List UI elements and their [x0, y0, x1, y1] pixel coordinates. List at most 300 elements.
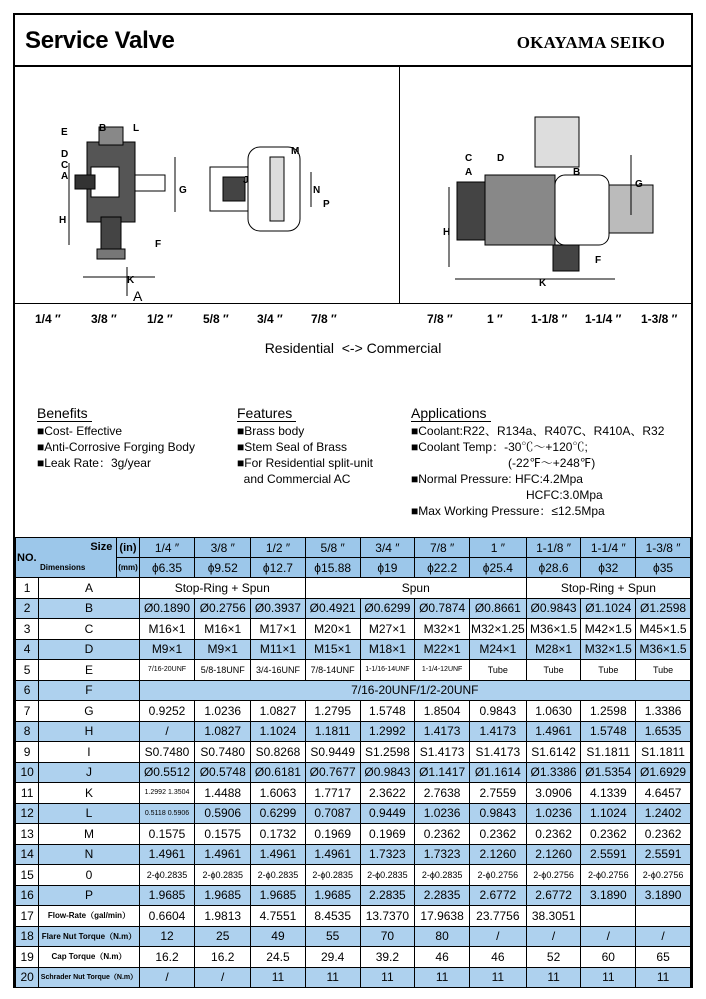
table-cell: 2.1260	[526, 844, 581, 865]
table-cell: Ø0.7677	[305, 762, 360, 783]
row-label: B	[39, 598, 139, 619]
table-cell: 3.1890	[636, 885, 691, 906]
table-cell: 1.2598	[581, 701, 636, 722]
label-l: L	[133, 123, 140, 134]
table-cell: 0.1575	[195, 824, 251, 845]
table-cell: 11	[360, 967, 415, 988]
benefit-item: ■Cost- Effective	[37, 424, 123, 438]
table-cell: S1.4173	[469, 742, 526, 763]
table-cell: ϕ19	[360, 558, 415, 578]
application-item: HCFC:3.0Mpa	[526, 488, 603, 502]
table-cell: S0.9449	[305, 742, 360, 763]
table-rows-b	[16, 701, 691, 988]
table-row	[16, 803, 691, 824]
benefit-item: ■Anti-Corrosive Forging Body	[37, 440, 195, 454]
table-cell: 52	[526, 947, 581, 968]
table-cell: 2.3622	[360, 783, 415, 804]
table-cell: 1-3/8 ″	[636, 538, 691, 558]
table-cell: 3/8 ″	[195, 538, 251, 558]
table-cell: 1-1/4 ″	[581, 538, 636, 558]
cell-value: 0.5118	[144, 809, 166, 817]
table-cell: S1.2598	[360, 742, 415, 763]
header-corner	[16, 538, 117, 578]
feature-item: ■Brass body	[237, 424, 305, 438]
size-label: 5/8 ″	[203, 312, 229, 326]
table-cell: Ø0.1890	[139, 598, 195, 619]
table-cell	[636, 906, 691, 927]
table-cell: Ø1.2598	[636, 598, 691, 619]
table-cell: 49	[251, 926, 306, 947]
table-cell: 1.2402	[636, 803, 691, 824]
features-section	[237, 405, 373, 487]
row-label: Schrader Nut Torque（N.m）	[39, 967, 139, 988]
table-cell: /	[469, 926, 526, 947]
table-cell: 1.1024	[581, 803, 636, 824]
table-cell: 2.1260	[469, 844, 526, 865]
label-g: G	[179, 185, 187, 196]
application-item: (-22℉～+248℉)	[508, 456, 596, 470]
size-label: 1/2 ″	[147, 312, 173, 326]
table-cell: 2-ϕ0.2835	[415, 865, 470, 886]
dimensions-heading: Dimensions	[40, 563, 86, 572]
cell-value: 1.2992	[144, 789, 166, 797]
table-cell: 0.9843	[469, 701, 526, 722]
table-cell: 1.9813	[195, 906, 251, 927]
table-cell: 2.7638	[415, 783, 470, 804]
table-cell: ϕ28.6	[526, 558, 581, 578]
table-cell: M9×1	[195, 639, 251, 660]
row-label: Cap Torque（N.m）	[39, 947, 139, 968]
table-cell: 5/8 ″	[305, 538, 360, 558]
application-item: ■Normal Pressure: HFC:4.2Mpa	[411, 472, 583, 486]
table-cell: M15×1	[305, 639, 360, 660]
table-cell: 3.1890	[581, 885, 636, 906]
row-number: 11	[16, 783, 39, 804]
table-cell: 17.9638	[415, 906, 470, 927]
table-cell: 0.6604	[139, 906, 195, 927]
table-cell: S1.1811	[581, 742, 636, 763]
table-cell: 1.1024	[251, 721, 306, 742]
table-row	[16, 906, 691, 927]
table-cell: 0.6299	[251, 803, 306, 824]
benefit-item: ■Leak Rate：3g/year	[37, 456, 151, 470]
spec-table	[15, 537, 691, 988]
row-number: 16	[16, 885, 39, 906]
label-b-right: B	[573, 167, 581, 178]
size-label: 7/8 ″	[427, 312, 453, 326]
table-cell: M27×1	[360, 619, 415, 640]
table-cell: ϕ15.88	[305, 558, 360, 578]
applications-title: Applications	[411, 405, 491, 422]
table-cell: 65	[636, 947, 691, 968]
table-cell: 2-ϕ0.2756	[469, 865, 526, 886]
row-label: A	[39, 578, 139, 599]
range-caption: Residential <-> Commercial	[264, 340, 442, 356]
table-cell: 38.3051	[526, 906, 581, 927]
table-cell: 39.2	[360, 947, 415, 968]
table-cell: M28×1	[526, 639, 581, 660]
table-cell: 1 ″	[469, 538, 526, 558]
row-label: J	[39, 762, 139, 783]
cell-value: 0.5906	[167, 809, 190, 817]
table-cell: 5/8-18UNF	[195, 660, 251, 681]
table-cell: Ø0.4921	[305, 598, 360, 619]
table-cell: 0.7087	[305, 803, 360, 824]
table-cell: ϕ12.7	[251, 558, 306, 578]
table-cell: 2-ϕ0.2756	[581, 865, 636, 886]
label-k-right: K	[539, 278, 547, 289]
row-label: G	[39, 701, 139, 722]
inch-unit: (in)	[117, 538, 139, 558]
table-cell: 0.2362	[636, 824, 691, 845]
table-cell: M9×1	[139, 639, 195, 660]
row-number: 15	[16, 865, 39, 886]
table-cell: 1.7323	[415, 844, 470, 865]
table-cell: Tube	[526, 660, 581, 681]
table-cell: 29.4	[305, 947, 360, 968]
table-cell: 1.4173	[415, 721, 470, 742]
table-cell: ϕ22.2	[415, 558, 470, 578]
table-cell: 0.1969	[360, 824, 415, 845]
row-number: 18	[16, 926, 39, 947]
table-cell: /	[139, 967, 195, 988]
benefits-section	[37, 405, 195, 471]
row-number: 5	[16, 660, 39, 681]
table-row	[16, 967, 691, 988]
row-number: 9	[16, 742, 39, 763]
table-cell: 1.4488	[195, 783, 251, 804]
table-cell: M20×1	[305, 619, 360, 640]
table-cell: 1.9685	[251, 885, 306, 906]
size-label: 1-1/8 ″	[531, 312, 568, 326]
datasheet-page	[13, 13, 693, 988]
table-cell: 7/8-14UNF	[305, 660, 360, 681]
row-number: 8	[16, 721, 39, 742]
application-item: ■Max Working Pressure：≤12.5Mpa	[411, 504, 605, 518]
table-cell: 0.1969	[305, 824, 360, 845]
table-cell: 1.0827	[195, 721, 251, 742]
table-cell: 2.5591	[636, 844, 691, 865]
label-a: A	[61, 171, 69, 182]
table-cell: 1-1/16-14UNF	[360, 660, 415, 681]
table-cell: Stop-Ring + Spun	[139, 578, 305, 599]
label-k: K	[127, 275, 135, 286]
table-cell: 2-ϕ0.2835	[195, 865, 251, 886]
size-label: 1-1/4 ″	[585, 312, 622, 326]
table-cell: 2.7559	[469, 783, 526, 804]
table-cell: 1.0236	[415, 803, 470, 824]
row-label: H	[39, 721, 139, 742]
table-cell: 11	[581, 967, 636, 988]
table-cell: 25	[195, 926, 251, 947]
table-cell: 0.2362	[581, 824, 636, 845]
table-cell: Ø1.1024	[581, 598, 636, 619]
row-number: 20	[16, 967, 39, 988]
table-row	[16, 783, 691, 804]
row-number: 13	[16, 824, 39, 845]
table-cell: Ø0.8661	[469, 598, 526, 619]
table-cell: S0.7480	[195, 742, 251, 763]
row-number: 4	[16, 639, 39, 660]
table-cell: 1-1/8 ″	[526, 538, 581, 558]
table-cell: 0.2362	[526, 824, 581, 845]
table-cell: 1.2992	[360, 721, 415, 742]
features-title: Features	[237, 405, 296, 422]
page-title: Service Valve	[25, 27, 175, 54]
row-label: L	[39, 803, 139, 824]
table-cell: Ø0.2756	[195, 598, 251, 619]
label-f-right: F	[595, 255, 602, 266]
label-h-right: H	[443, 227, 451, 238]
row-number: 19	[16, 947, 39, 968]
commercial-valve-drawing	[449, 117, 653, 279]
table-row	[16, 926, 691, 947]
valve-drawings	[15, 67, 691, 303]
table-cell: M18×1	[360, 639, 415, 660]
table-cell: 1.7323	[360, 844, 415, 865]
table-cell: 1.3386	[636, 701, 691, 722]
row-number: 1	[16, 578, 39, 599]
row-number: 14	[16, 844, 39, 865]
table-cell: Ø0.9843	[526, 598, 581, 619]
label-m: M	[291, 146, 300, 157]
table-cell: 1.4961	[251, 844, 306, 865]
table-cell: 1.5748	[360, 701, 415, 722]
table-cell: Stop-Ring + Spun	[526, 578, 690, 599]
table-cell: ϕ9.52	[195, 558, 251, 578]
table-cell: 2.5591	[581, 844, 636, 865]
table-cell: Ø1.3386	[526, 762, 581, 783]
table-row	[16, 598, 691, 619]
table-cell: 1.6063	[251, 783, 306, 804]
row-number: 10	[16, 762, 39, 783]
table-cell: 3/4-16UNF	[251, 660, 306, 681]
drawing-divider	[399, 67, 400, 303]
row-label: N	[39, 844, 139, 865]
table-cell: 0.1732	[251, 824, 306, 845]
table-row	[16, 639, 691, 660]
table-cell: 46	[415, 947, 470, 968]
table-cell: 1/4 ″	[139, 538, 195, 558]
table-row	[16, 619, 691, 640]
header	[15, 15, 691, 67]
row-label: 0	[39, 865, 139, 886]
applications-section	[411, 405, 664, 519]
table-cell: 2.2835	[360, 885, 415, 906]
table-row	[16, 701, 691, 722]
feature-item: and Commercial AC	[237, 472, 351, 486]
table-row	[16, 947, 691, 968]
table-cell: 1.2795	[305, 701, 360, 722]
size-label: 1-3/8 ″	[641, 312, 678, 326]
table-cell: 23.7756	[469, 906, 526, 927]
table-cell: Ø0.9843	[360, 762, 415, 783]
row-label: P	[39, 885, 139, 906]
table-cell: /	[195, 967, 251, 988]
size-label: 3/4 ″	[257, 312, 283, 326]
drawing-bottom-rule	[15, 303, 691, 304]
table-cell: 60	[581, 947, 636, 968]
table-cell: 1.8504	[415, 701, 470, 722]
table-cell: 3/4 ″	[360, 538, 415, 558]
size-label: 7/8 ″	[311, 312, 337, 326]
size-label: 3/8 ″	[91, 312, 117, 326]
table-cell: Spun	[305, 578, 526, 599]
table-cell: M11×1	[251, 639, 306, 660]
table-cell: 24.5	[251, 947, 306, 968]
table-cell: M17×1	[251, 619, 306, 640]
label-p: P	[323, 199, 330, 210]
table-cell: M32×1	[415, 619, 470, 640]
table-cell: Tube	[581, 660, 636, 681]
table-cell: M36×1.5	[636, 639, 691, 660]
label-b: B	[99, 123, 107, 134]
label-e: E	[61, 127, 68, 138]
table-cell: /	[581, 926, 636, 947]
table-cell: 16.2	[195, 947, 251, 968]
table-cell: Ø1.6929	[636, 762, 691, 783]
table-cell: M42×1.5	[581, 619, 636, 640]
no-heading: NO.	[17, 552, 37, 564]
table-cell: 1.5748	[581, 721, 636, 742]
row-label: Flare Nut Torque（N.m）	[39, 926, 139, 947]
row-label: D	[39, 639, 139, 660]
benefits-title: Benefits	[37, 405, 92, 422]
table-cell: 1.4173	[469, 721, 526, 742]
table-cell: 2-ϕ0.2835	[305, 865, 360, 886]
table-cell: 4.7551	[251, 906, 306, 927]
table-cell: ϕ32	[581, 558, 636, 578]
table-cell: 12	[139, 926, 195, 947]
table-cell: 2-ϕ0.2756	[636, 865, 691, 886]
row-label: I	[39, 742, 139, 763]
table-cell: /	[636, 926, 691, 947]
residential-valve-drawing	[69, 127, 311, 296]
table-cell: 55	[305, 926, 360, 947]
table-cell: /	[139, 721, 195, 742]
label-d: D	[61, 149, 69, 160]
table-cell: 16.2	[139, 947, 195, 968]
row-number: 3	[16, 619, 39, 640]
table-cell: 11	[251, 967, 306, 988]
table-cell: Ø0.7874	[415, 598, 470, 619]
label-c-right: C	[465, 153, 473, 164]
table-row	[16, 762, 691, 783]
table-cell: Ø0.3937	[251, 598, 306, 619]
table-cell: S0.8268	[251, 742, 306, 763]
table-cell: ϕ25.4	[469, 558, 526, 578]
size-heading: Size	[90, 541, 113, 553]
table-cell: 1.4961	[526, 721, 581, 742]
label-g-right: G	[635, 179, 643, 190]
table-cell: 7/8 ″	[415, 538, 470, 558]
table-cell: 80	[415, 926, 470, 947]
size-label: 1/4 ″	[35, 312, 61, 326]
table-cell: M36×1.5	[526, 619, 581, 640]
table-cell: 1.0630	[526, 701, 581, 722]
table-cell: 0.9843	[469, 803, 526, 824]
label-a-right: A	[465, 167, 473, 178]
table-cell: S1.1811	[636, 742, 691, 763]
table-rows-a	[16, 598, 691, 680]
table-cell: 13.7370	[360, 906, 415, 927]
row-label: K	[39, 783, 139, 804]
row-number: 12	[16, 803, 39, 824]
table-cell: 7/16-20UNF	[139, 660, 195, 681]
table-row	[16, 844, 691, 865]
table-cell: S0.7480	[139, 742, 195, 763]
label-c: C	[61, 160, 69, 171]
table-cell: S1.4173	[415, 742, 470, 763]
table-cell: 70	[360, 926, 415, 947]
table-cell	[581, 906, 636, 927]
table-cell: 2-ϕ0.2835	[139, 865, 195, 886]
table-cell: M32×1.5	[581, 639, 636, 660]
table-cell: ϕ6.35	[139, 558, 195, 578]
table-cell: 11	[305, 967, 360, 988]
table-cell: 0.9449	[360, 803, 415, 824]
table-cell: Ø0.6299	[360, 598, 415, 619]
table-cell: 2.6772	[469, 885, 526, 906]
table-cell: 1.4961	[195, 844, 251, 865]
table-cell: ϕ35	[636, 558, 691, 578]
table-cell: Tube	[636, 660, 691, 681]
row-number: 2	[16, 598, 39, 619]
row-label: M	[39, 824, 139, 845]
table-cell: 1.0236	[526, 803, 581, 824]
table-cell: 1-1/4-12UNF	[415, 660, 470, 681]
table-cell: 0.5906	[195, 803, 251, 824]
table-cell: 11	[415, 967, 470, 988]
label-n: N	[313, 185, 321, 196]
table-cell	[139, 783, 195, 804]
table-cell: Ø0.5748	[195, 762, 251, 783]
table-cell: 1.9685	[305, 885, 360, 906]
table-cell: S1.6142	[526, 742, 581, 763]
table-cell: 11	[526, 967, 581, 988]
table-cell: 1/2 ″	[251, 538, 306, 558]
table-cell: 1.7717	[305, 783, 360, 804]
row-label: Flow-Rate（gal/min）	[39, 906, 139, 927]
table-cell: Ø1.1417	[415, 762, 470, 783]
table-row	[16, 578, 691, 599]
table-cell: 3.0906	[526, 783, 581, 804]
table-cell: 1.9685	[195, 885, 251, 906]
table-header-inch	[16, 538, 691, 558]
table-cell: 11	[469, 967, 526, 988]
table-row	[16, 721, 691, 742]
application-item: ■Coolant Temp：-30℃～+120℃;	[411, 440, 588, 454]
table-cell: 1.4961	[139, 844, 195, 865]
row-label: E	[39, 660, 139, 681]
size-label: 1 ″	[487, 312, 503, 326]
label-d-right: D	[497, 153, 505, 164]
arrow-a-label: A	[133, 288, 143, 303]
row-label: C	[39, 619, 139, 640]
table-cell: Ø0.6181	[251, 762, 306, 783]
table-cell: 2-ϕ0.2835	[360, 865, 415, 886]
table-row	[16, 660, 691, 681]
table-cell: 2-ϕ0.2835	[251, 865, 306, 886]
table-cell: 11	[636, 967, 691, 988]
application-item: ■Coolant:R22、R134a、R407C、R410A、R32	[411, 424, 665, 438]
table-row	[16, 885, 691, 906]
table-row	[16, 824, 691, 845]
table-cell: 1.4961	[305, 844, 360, 865]
feature-item: ■Stem Seal of Brass	[237, 440, 347, 454]
label-h: H	[59, 215, 67, 226]
table-cell: Ø1.5354	[581, 762, 636, 783]
